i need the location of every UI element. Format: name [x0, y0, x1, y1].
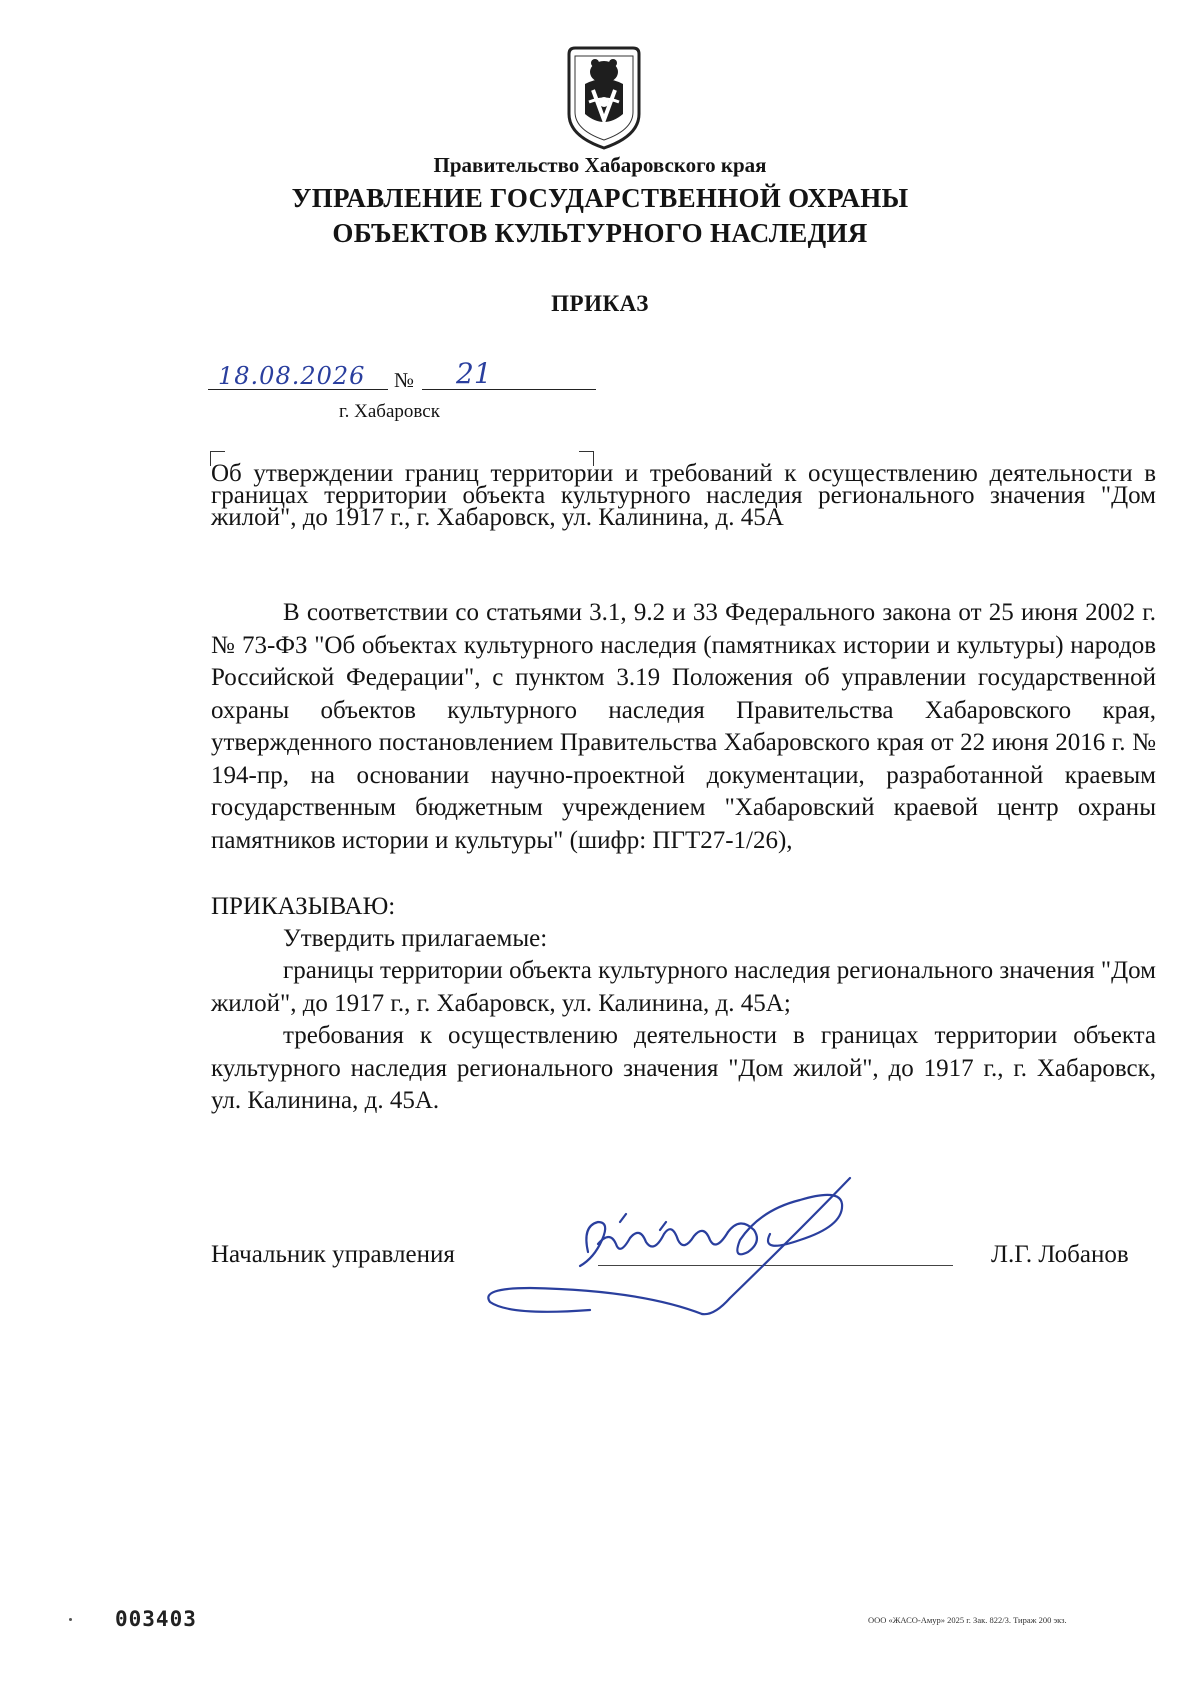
approved-item-boundaries: границы территории объекта культурного наследия регионального значения "Дом жилой", до 1917 г., г. Хабаровск, ул. Калинина, д. 45А;	[211, 957, 1156, 1017]
department-name-line2: ОБЪЕКТОВ КУЛЬТУРНОГО НАСЛЕДИЯ	[332, 218, 868, 248]
printer-imprint: ООО «ЖАСО-Амур» 2025 г. Зак. 822/3. Тираж 200 экз.	[868, 1615, 1067, 1625]
signer-name: Л.Г. Лобанов	[991, 1241, 1129, 1268]
order-word: ПРИКАЗЫВАЮ:	[211, 893, 396, 920]
approved-item-requirements: требования к осуществлению деятельности в границах территории объекта культурного наследия регионального значения "Дом жилой", до 1917 г., г. Хабаровск, ул. Калинина, д. 45А.	[211, 1022, 1156, 1114]
document-number: 21	[456, 357, 492, 390]
handwritten-signature-icon	[470, 1170, 910, 1340]
coat-of-arms-icon	[561, 44, 647, 152]
approve-line: Утвердить прилагаемые:	[283, 925, 548, 952]
document-subject: Об утверждении границ территории и требований к осуществлению деятельности в границах территории объекта культурного наследия регионального значения "Дом жилой", до 1917 г., г. Хабаровск, ул. Калинина, д. 45А	[211, 460, 1156, 531]
form-serial-number: 003403	[115, 1607, 197, 1631]
preamble-paragraph: В соответствии со статьями 3.1, 9.2 и 33 Федерального закона от 25 июня 2002 г. № 73-ФЗ "Об объектах культурного наследия (памятниках истории и культуры) народов Российской Федерации", с пунктом 3.19 Положения об управлении государственной охраны объектов культурного наследия Правительства Хабаровского края, утвержденного постановлением Правительства Хабаровского края от 22 июня 2016 г. № 194-пр, на основании научно-проектной документации, разработанной краевым государственным бюджетным учреждением "Хабаровский краевой центр охраны памятников истории и культуры" (шифр: ПГТ27-1/26),	[211, 599, 1156, 854]
department-name-line1: УПРАВЛЕНИЕ ГОСУДАРСТВЕННОЙ ОХРАНЫ	[291, 183, 909, 213]
government-name: Правительство Хабаровского края	[433, 153, 767, 177]
margin-dot	[69, 1618, 72, 1621]
number-underline	[422, 389, 596, 390]
document-title: ПРИКАЗ	[551, 291, 649, 316]
number-sign: №	[394, 368, 415, 392]
signer-position: Начальник управления	[211, 1241, 455, 1268]
document-city: г. Хабаровск	[339, 401, 440, 422]
document-date: 18.08.2026	[218, 362, 366, 390]
